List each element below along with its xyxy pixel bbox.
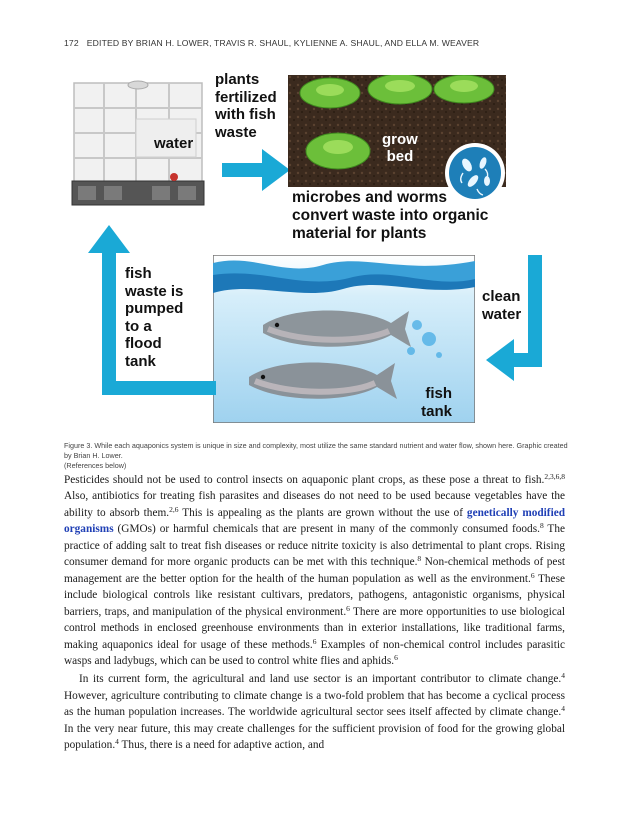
clean-water-label-line: clean xyxy=(482,288,521,305)
fish-tank-label-line: tank xyxy=(421,402,452,420)
plants-fertilized-label xyxy=(215,71,277,141)
reference-superscript: 4 xyxy=(115,737,119,747)
arrow-down-left xyxy=(482,255,548,395)
caption-line: (References below) xyxy=(64,461,127,470)
fish-waste-label-line: flood xyxy=(125,335,162,353)
fish-waste-label-line: pumped xyxy=(125,300,184,318)
text-run: Examples of non-chemical control includes parasitic wasps and ladybugs, which can be used to control white flies and aphids. xyxy=(64,638,565,667)
reference-superscript: 6 xyxy=(346,603,350,613)
microbes-label-line: microbes and worms xyxy=(292,189,448,206)
text-run: Pesticides should not be used to control insects on aquaponic plant crops, as these pose a threat to fish. xyxy=(64,474,545,486)
text-run: (GMOs) or harmful chemicals that are present in many of the commonly consumed foods. xyxy=(113,523,540,536)
plants-label-line: plants xyxy=(215,71,260,88)
clean-water-label xyxy=(482,288,521,323)
text-run: The practice of adding salt to treat fish diseases or reduce nitrite toxicity is also detrimental to plant crops. Rising consumer demand for more organic products can be met with this technique. xyxy=(64,523,565,569)
text-run: This is appealing as the plants are grown without the use of xyxy=(178,506,467,519)
page-number: 172 xyxy=(64,38,79,48)
body-text xyxy=(64,472,565,754)
text-run: Also, antibiotics for treating fish parasites and diseases do not need to be used because vegetables have the ability to absorb them. xyxy=(64,490,565,519)
figure-caption xyxy=(64,441,569,471)
fish-waste-label-line: to a xyxy=(125,317,152,335)
aquaponics-figure xyxy=(64,55,564,430)
reference-superscript: 2,3,6,8 xyxy=(544,472,565,481)
reference-superscript: 6 xyxy=(394,652,398,662)
clean-water-label-line: water xyxy=(482,305,522,323)
text-run: Non-chemical methods of pest management are the better option for the health of the human population as well as the environment. xyxy=(64,556,565,585)
reference-superscript: 4 xyxy=(561,704,565,714)
gmo-link[interactable]: genetically modified organisms xyxy=(64,506,566,536)
text-run: These include biological controls like resistant cultivars, predators, pathogens, antagonistic organisms, physical barriers, traps, and manipulation of the physical environment. xyxy=(64,572,565,618)
fish-waste-label-line: fish xyxy=(125,265,152,282)
arrow-right xyxy=(222,147,292,193)
text-run: In the very near future, this may create challenges for the sufficient provision of food for the growing global population. xyxy=(64,722,565,752)
fish-waste-label xyxy=(125,265,183,371)
grow-bed-label-line: bed xyxy=(386,148,414,165)
grow-bed-label-line: grow xyxy=(382,131,418,148)
fish-waste-label-line: tank xyxy=(125,352,156,370)
reference-superscript: 8 xyxy=(539,521,544,531)
paragraph-2 xyxy=(64,671,565,753)
grow-bed-label xyxy=(382,131,418,165)
text-run: However, agriculture contributing to climate change is a two-fold problem that has become a cyclical process as the human population increases. The worldwide agricultural sector sees itself affected by climate change. xyxy=(64,689,565,719)
tank-water-label: water xyxy=(154,135,194,152)
reference-superscript: 6 xyxy=(530,570,535,580)
text-run: Thus, there is a need for adaptive action, and xyxy=(118,739,325,752)
fish-tank-label-line: fish xyxy=(425,385,452,402)
paragraph-1 xyxy=(64,472,565,669)
reference-superscript: 8 xyxy=(417,554,422,564)
microbes-label-line: convert waste into organic xyxy=(292,207,489,224)
running-header xyxy=(64,38,479,48)
running-title: EDITED BY BRIAN H. LOWER, TRAVIS R. SHAUL, KYLIENNE A. SHAUL, AND ELLA M. WEAVER xyxy=(86,38,480,48)
text-run: There are more opportunities to use biological control methods in enclosed greenhouse environments than in exterior installations, like traditional farms, making aquaponics ideal for usage of these methods. xyxy=(64,605,565,651)
caption-line: Figure 3. While each aquaponics system is unique in size and complexity, most utilize the same standard nutrient and water flow, shown here. Graphic created by Brian H. Lower. xyxy=(64,441,568,460)
text-run: In its current form, the agricultural and land use sector is an important contributor to climate change. xyxy=(79,673,562,686)
microbes-label xyxy=(292,189,488,243)
reference-superscript: 6 xyxy=(312,636,317,646)
fish-waste-label-line: waste is xyxy=(125,282,184,300)
plants-label-line: waste xyxy=(215,123,257,141)
microbes-label-line: material for plants xyxy=(292,225,427,242)
fish-tank-label xyxy=(416,385,452,420)
plants-label-line: fertilized xyxy=(215,88,277,106)
reference-superscript: 2,6 xyxy=(169,504,179,514)
reference-superscript: 4 xyxy=(561,671,565,681)
plants-label-line: with fish xyxy=(215,106,276,123)
